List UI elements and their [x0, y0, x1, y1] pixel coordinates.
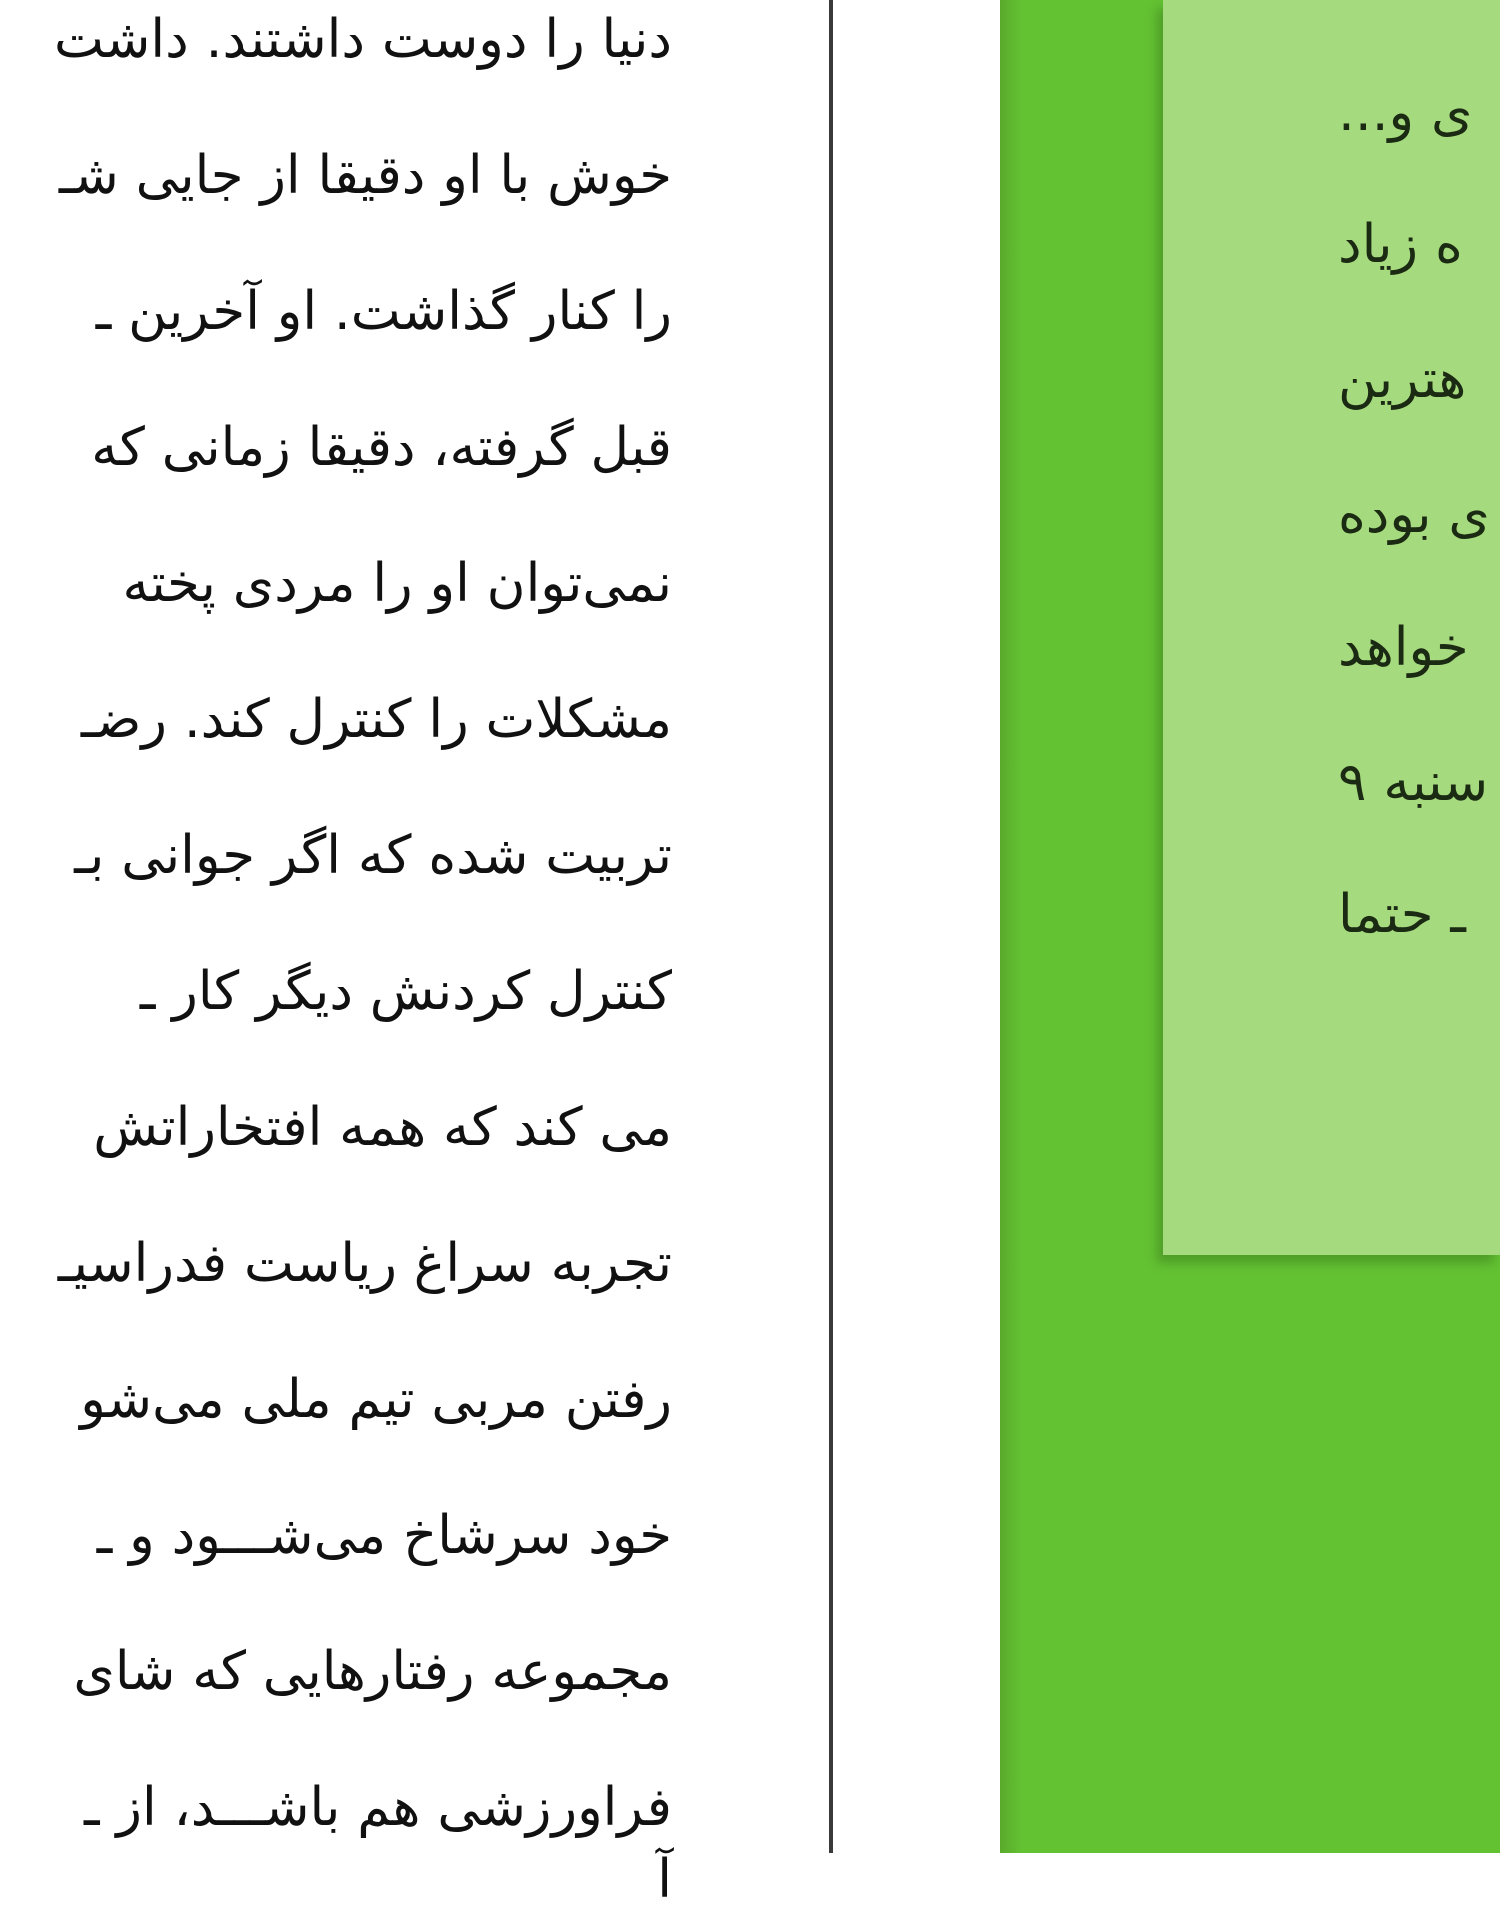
article-line: می کند که همه افتخاراتش: [93, 1097, 672, 1158]
article-line: رفتن مربی تیم ملی می‌شو: [80, 1369, 672, 1430]
side-note-box: [1163, 0, 1500, 1255]
article-line: آ: [657, 1849, 672, 1910]
side-note-line: ه زیاد: [1338, 214, 1463, 275]
article-line: را کنار گذاشت. او آخرین ـ: [95, 281, 672, 342]
article-column: [0, 0, 672, 1910]
article-line: فراورزشی هم باشـــد، از ـ: [84, 1777, 672, 1838]
article-line: مشکلات را کنترل کند. رضـ: [80, 689, 672, 750]
article-line: مجموعه رفتارهایی که شای: [73, 1641, 672, 1702]
side-note-line: خواهد: [1338, 617, 1469, 678]
article-line: تربیت شده که اگر جوانی بـ: [74, 825, 672, 886]
side-note-line: ـ حتما: [1338, 884, 1466, 945]
article-line: نمی‌توان او را مردی پخته: [122, 553, 672, 614]
article-line: دنیا را دوست داشتند. داشت: [53, 9, 672, 70]
column-divider: [829, 0, 833, 1853]
side-note-line: سنبه ۹: [1338, 752, 1489, 813]
side-note-line: ی و...: [1338, 82, 1473, 143]
side-note-line: ی بوده: [1338, 484, 1490, 545]
side-note-line: هترین: [1338, 349, 1467, 410]
article-line: خود سرشاخ می‌شـــود و ـ: [96, 1505, 672, 1566]
article-line: تجربه سراغ ریاست فدراسیـ: [57, 1233, 672, 1294]
article-line: کنترل کردنش دیگر کار ـ: [139, 961, 672, 1022]
article-line: قبل گرفته، دقیقا زمانی که: [91, 417, 672, 478]
article-line: خوش با او دقیقا از جایی شـ: [58, 145, 672, 206]
